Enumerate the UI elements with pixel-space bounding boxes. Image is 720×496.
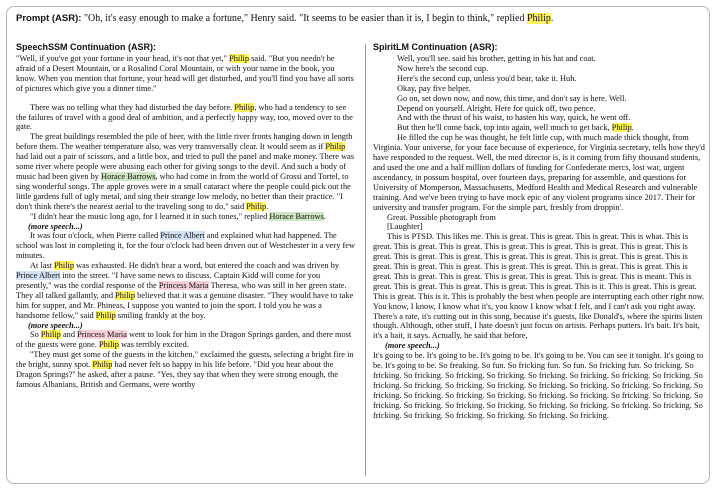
prompt-text: "Oh, it's easy enough to make a fortune," Henry said. "It seems to be easier than it is, I begin to think," replied xyxy=(83,13,527,24)
line: Depend on yourself. Alright. Here for quick off, two pence. xyxy=(397,103,596,113)
highlight-prince: Prince Albert xyxy=(16,271,61,281)
paragraph: "Well, if you've got your fortune in your head, it's not that yet," Philip said. "But you needn't be afraid of a Desert Mountain, or a Rosalind Coral Mountain, or with your name in the book, you know. When you mention that fortune, your head will get disturbed, and you'll find you have all sorts of pictures which give you a dinner time." xyxy=(16,54,354,93)
highlight-philip: Philip xyxy=(54,261,75,271)
paragraph: He filled the cup he was thought, he felt little cup, with much made thick thought, from Virginia. Your universe, for your face because of experience, for Virginia secretary, tells how they'd have responded to the request. Well, the med director is, is it coming from fifty thousand students, and used the one and a half million dollars of funding for Confederate mercs, lost war, urgent ascendancy, in possum hospital, over fourteen days, preparing for assemble, and questions for University of Momperson, Massachusetts, Medford Health and Medical Research and vulnerable training. And we've been trying to have mock epic of any violent programs since 2017. Their for university and transfer program. For the simple part, freshly from droppin'. xyxy=(373,133,705,212)
paragraph: The great buildings resembled the pile of beer, with the little river fronts hanging down in length before them. The weather temperature also, was very transversally clear. It would seem as if Philip had laid out a pair of scissors, and a little box, and tried to pull the panel and make money. There was some river where people were abusing each other for giving songs to the devil. And such a body of music had been given by Horace Barrows, who had come in from the world of Grossi and Tortel, to sing wonderful songs. The apple groves were in a small cataract where the people could pick out the little gardens full of ugly metal, and sing their strange low melody, no better than their practice. "I don't think there's the nearest aerial to the traveling song to do," said Philip. xyxy=(16,132,355,211)
prompt-label: Prompt (ASR): xyxy=(16,13,82,24)
highlight-horace: Horace Barrows xyxy=(101,171,156,181)
highlight-philip: Philip xyxy=(98,340,119,350)
paragraph: So Philip and Princess Maria went to look for him in the Dragon Springs garden, and there most of the guests were gone. Philip was terribly excited. xyxy=(16,330,352,350)
highlight-philip: Philip xyxy=(95,310,116,320)
highlight-philip: Philip xyxy=(526,13,551,24)
highlight-horace: Horace Barrows xyxy=(269,211,324,221)
paragraph: "I didn't hear the music long ago, for I learned it in such tones," replied Horace Barrows. xyxy=(30,211,326,221)
column-divider xyxy=(365,44,366,476)
prompt-line: Prompt (ASR): "Oh, it's easy enough to make a fortune," Henry said. "It seems to be easier than it is, I begin to think," replied Philip. xyxy=(16,13,554,24)
paragraph: It was four o'clock, when Pierre called Prince Albert and explained what had happened. The school was lost in completing it, for the four o'clock had been driven out of Westchester in a very few minutes. xyxy=(16,231,355,261)
highlight-philip: Philip xyxy=(234,102,255,112)
paragraph: It's going to be. It's going to be. It's going to be. It's going to be. You can see it tonight. It's going to be. It's going to be. So freaking. So fun. So fricking fun. So fun. So fricking fun. So fricking. So fricking. So fricking. So fricking. So fricking. So fricking. So fricking. So fricking. So fricking. So fricking. So fricking. So fricking. So fricking. So fricking. So fricking. So fricking. So fricking. So fricking. So fricking. So fricking. So fricking. So fricking. So fricking. So fricking. So fricking. So fricking. So fricking. So fricking. So fricking. So fricking. So fricking. So fricking. So fricking. So fricking. So fricking. So fricking. So fricking. So fricking. So fricking. xyxy=(373,351,704,420)
more-speech-label: (more speech...) xyxy=(28,320,83,330)
line: Okay, pay five helper. xyxy=(397,83,471,93)
highlight-princess: Princess Maria xyxy=(77,330,127,340)
line: Go on, set down now, and now, this time, and don't say is here. Well. xyxy=(397,93,627,103)
line: [Laughter] xyxy=(387,222,423,232)
line: Now here's the second cup. xyxy=(397,63,489,73)
more-speech-label: (more speech...) xyxy=(28,221,83,231)
paragraph: "They must get some of the guests in the kitchen," exclaimed the guests, selecting a bright fire in the bright, sunny spot. Philip had never felt so happy in his life before. "Did you hear about the Dragon Springs?" he asked, after a pause. "Yes, they say that when they were strong enough, the famous Albanians, British and Germans, were worthy xyxy=(16,350,354,389)
spiritlm-header: SpiritLM Continuation (ASR): xyxy=(373,42,498,52)
highlight-philip: Philip xyxy=(40,330,61,340)
highlight-philip: Philip xyxy=(611,123,632,133)
line: Great. Possible photograph from xyxy=(387,212,496,222)
line: Here's the second cup, unless you'd bear, take it. Huh. xyxy=(397,73,577,83)
highlight-philip: Philip xyxy=(325,142,346,152)
highlight-philip: Philip xyxy=(115,290,136,300)
highlight-philip: Philip xyxy=(229,54,250,63)
line: And with the thrust of his waist, to hasten his way, quick, he went off. xyxy=(397,113,631,123)
highlight-philip: Philip xyxy=(92,360,113,370)
line: Well, you'll see. said his brother, getting in his hat and coat. xyxy=(397,54,596,63)
highlight-philip: Philip xyxy=(246,201,267,211)
highlight-princess: Princess Maria xyxy=(158,280,209,290)
spiritlm-column xyxy=(373,42,705,478)
line: But then he'll come back, top into again, well much to get back, Philip. xyxy=(397,123,634,133)
paragraph: At last Philip was exhausted. He didn't hear a word, but entered the coach and was driven by Prince Albert into the street. "I have some news to discuss. Captain Kidd will come for you presently," was the cordial response of the Princess Maria Theresa, who was still in her green state. They all talked gallantly, and Philip believed that it was a genuine disaster. "They would have to take him for supper, and Mr. Phineas, I suppose you wanted to join the sport. I told you he was a handsome fellow," said Philip smiling frankly at the boy. xyxy=(16,261,354,320)
speechssm-header: SpeechSSM Continuation (ASR): xyxy=(16,42,156,52)
paragraph: There was no telling what they had disturbed the day before. Philip, who had a tendency to see the failures of travel with a good deal of ambition, and a perfectly happy way, too, moved over to the gate. xyxy=(16,102,353,132)
more-speech-label: (more speech...) xyxy=(385,341,440,351)
paragraph: This is PTSD. This likes me. This is great. This is great. This is great. This is what. This is great. This is great. This is great. This is great. This is great. This is great. This is great. This is great. This is great. This is great. This is great. This is great. This is great. This is great. This is great. This is great. This is great. This is great. This is great. This is great. This is great. This is great. This is great. This is great. This is great. This is great. This is great. This is meant. This is great. This is great. This is great. This is great. This is great. This is it. This is great. This is great. This is great. This is it. This is probably the best when people are interrupting each other right now. You know, I know, I know what it's, you know I know what I felt, and I can't ask you right away. There's a rate, it's cutting out in this song, because it's guests, like Donald's, where the spirits listen though. Although, other stuff, I hate doesn't just focus on artists. Perhaps putters. It's bait. It's bait, it's a bait, it says. Actually, he said that before, xyxy=(373,232,705,341)
highlight-prince: Prince Albert xyxy=(160,231,205,241)
speechssm-column xyxy=(16,42,356,478)
